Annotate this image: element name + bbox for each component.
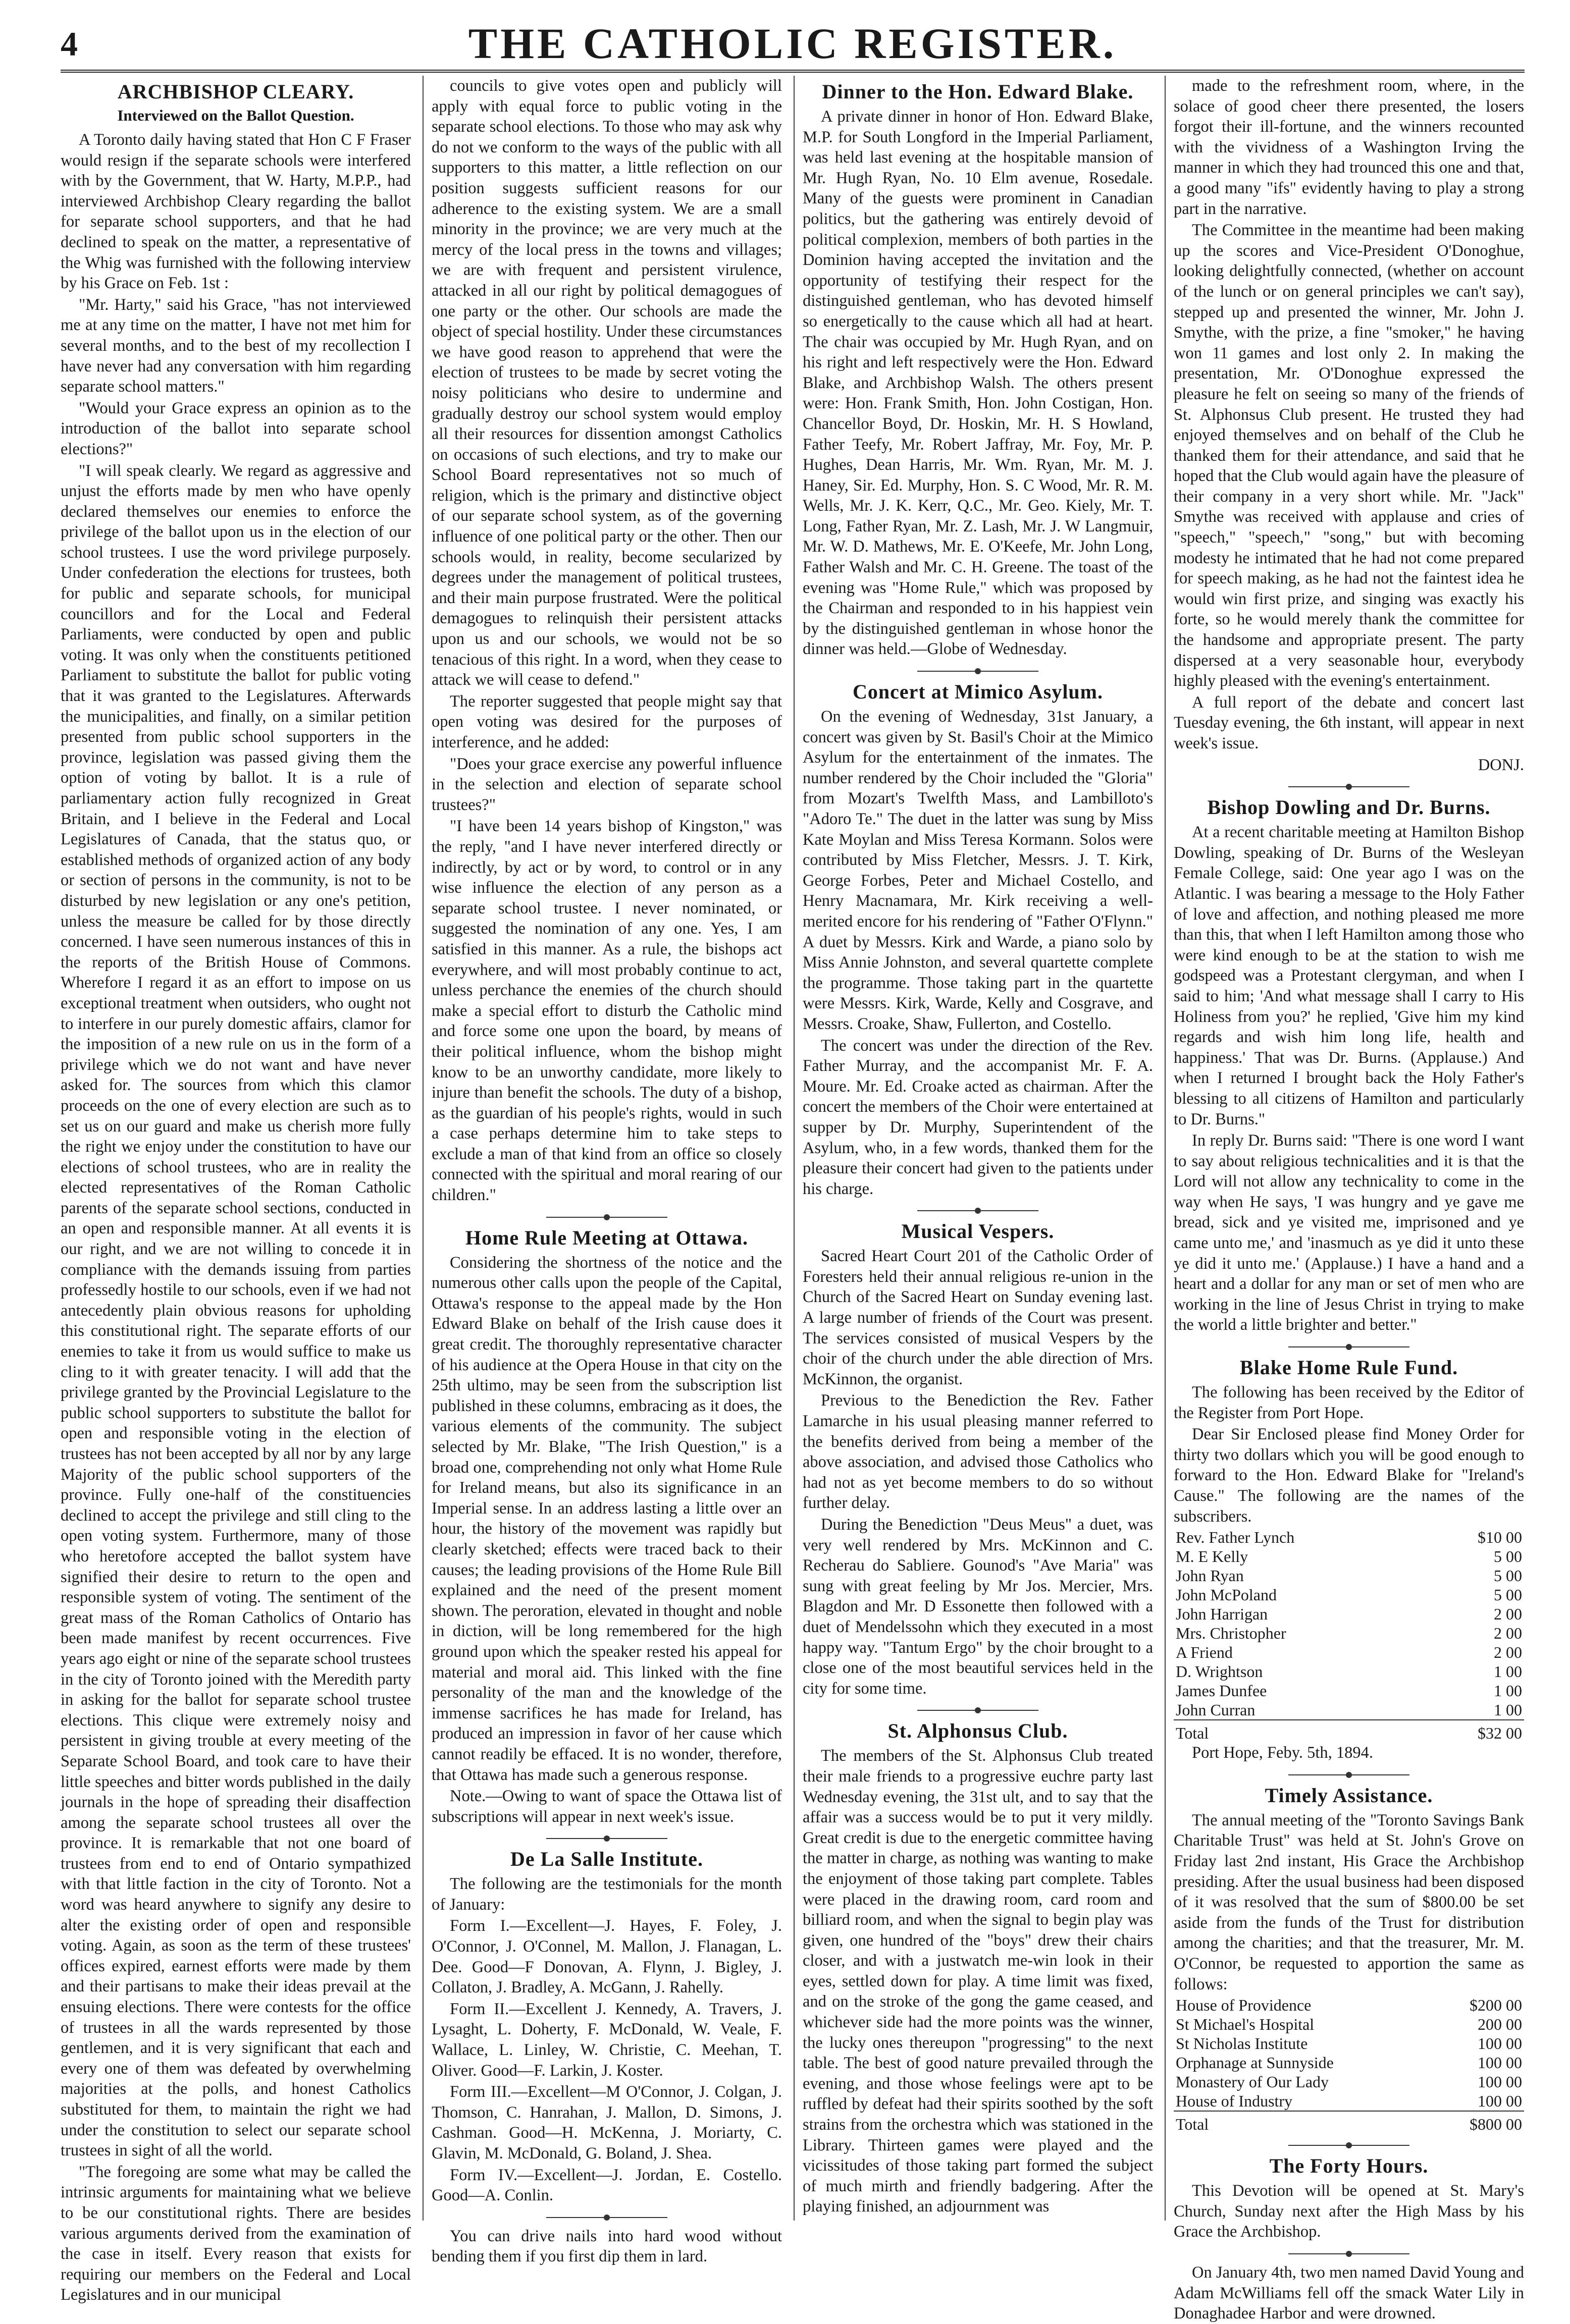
row-name: John Harrigan [1176,1605,1268,1624]
row-amount: $10 00 [1478,1528,1522,1547]
article-timely-assistance [1174,1783,1524,2134]
section-separator [1288,2145,1409,2146]
row-name: House of Providence [1176,1996,1312,2015]
table-row [1174,1700,1524,1720]
subscriber-total-row [1174,1720,1524,1743]
paragraph: Form IV.—Excellent—J. Jordan, E. Costello. Good—A. Conlin. [432,2166,782,2205]
table-row [1174,2034,1524,2053]
paragraph: A full report of the debate and concert last Tuesday evening, the 6th instant, will appear in next week's issue. [1174,693,1524,752]
section-separator [546,1217,667,1218]
article-body [432,1253,782,1827]
article-body [1174,76,1524,754]
row-name: St Nicholas Institute [1176,2034,1308,2053]
row-amount: 1 00 [1494,1662,1522,1681]
article-heading: Concert at Mimico Asylum. [852,680,1103,704]
row-amount: 5 00 [1494,1547,1522,1566]
row-name: A Friend [1176,1643,1233,1662]
subscriber-rows [1174,1528,1524,1720]
fund-intro: The following has been received by the Editor of the Register from Port Hope. [1174,1383,1524,1422]
paragraph: councils to give votes open and publicly will apply with equal force to public voting in the separate school elections. To those who may ask why do not we conform to the ways of the public with all supporters to this matter, a little reflection on our position suggests sufficient reasons for our adherence to the existing system. We are a small minority in the province; we are very much at the mercy of the local press in the towns and villages; we are with frequent and persistent virulence, attacked in all our right by political demagogues of one party or the other. Our schools are made the object of special hostility. Under these circumstances we have good reason to apprehend that were the election of trustees to be made by secret voting the noisy politicians who desire to undermine and gradually destroy our school system would employ all their resources for dissention amongst Catholics on occasions of such elections, and try to make our School Board representatives not so much of religion, which is the primary and distinctive object of our separate school system, as of the governing influence of one political party or the other. Then our schools would, in reality, become secularized by degrees under the management of political trustees, and their main purpose frustrated. Were the political demagogues to relinquish their persistent attacks upon us and our schools, we would not be so tenacious of this right. In a word, when they cease to attack we will cease to defend." [432,77,782,689]
article-body [432,1874,782,2206]
article-dinner-blake [803,80,1153,660]
row-amount: 1 00 [1494,1701,1522,1719]
article-subheading: Interviewed on the Ballot Question. [117,106,354,124]
section-separator [1288,786,1409,787]
row-amount: 5 00 [1494,1566,1522,1585]
paragraph: "Mr. Harty," said his Grace, "has not interviewed me at any time on the matter, I have not met him for several months, and to the best of my recollection I have never had any conversation with him regarding separate school matters." [61,295,411,396]
paragraph: On the evening of Wednesday, 31st January, a concert was given by St. Basil's Choir at the Mimico Asylum for the entertainment of the inmates. The number rendered by the Choir included the "Gloria" from Mozart's Twelfth Mass, and Lambilloto's "Adoro Te." The duet in the latter was sung by Miss Kate Moylan and Miss Teresa Kormann. Solos were contributed by Miss Fletcher, Messrs. J. T. Kirk, George Forbes, Peter and Michael Costello, and Henry Macnamara, Mr. Kirk receiving a well-merited encore for his rendering of "Father O'Flynn." A duet by Messrs. Kirk and Warde, a piano solo by Miss Annie Johnston, and several quartette complete the programme. Those taking part in the quartette were Messrs. Kirk, Warde, Kelly and Cosgrave, and Messrs. Croake, Shaw, Fullerton, and Costello. [803,708,1153,1033]
column-2 [432,76,782,2266]
table-row [1174,2072,1524,2091]
row-amount: 100 00 [1478,2034,1522,2053]
page-columns [61,76,1525,2323]
fund-letter: Dear Sir Enclosed please find Money Order for thirty two dollars which you will be good enough to forward to the Hon. Edward Blake for "Ireland's Cause." The following are the names of the subscribers. [1174,1425,1524,1526]
article-heading: Blake Home Rule Fund. [1239,1356,1458,1379]
paragraph: Sacred Heart Court 201 of the Catholic Order of Foresters held their annual religious re-union in the Church of the Sacred Heart on Sunday evening last. A large number of friends of the Court was present. The services consisted of musical Vespers by the choir of the church under the able direction of Mrs. McKinnon, the organist. [803,1247,1153,1388]
paragraph: In reply Dr. Burns said: "There is one word I want to say about religious technicalities and it is that the Lord will not allow any technicality to come in the way when He says, 'I was hungry and ye gave me bread, sick and ye visited me, imprisoned and ye came unto me,' and 'inasmuch as ye did it unto these ye did it unto me.' (Applause.) I have a hand and a heart and a dollar for any man or set of men who are working in the line of Jesus Christ in trying to make the world a little brighter and better." [1174,1131,1524,1334]
row-name: John Curran [1176,1701,1255,1719]
article-heading: ARCHBISHOP CLEARY. [117,80,354,103]
article-heading: De La Salle Institute. [510,1848,703,1871]
article-de-la-salle [432,1847,782,2206]
article-heading: St. Alphonsus Club. [887,1719,1068,1743]
paragraph: The members of the St. Alphonsus Club treated their male friends to a progressive euchre party last Wednesday evening, the 31st ult, and to say that the affair was a success would be to put it very mildly. Great credit is due to the energetic committee having the matter in charge, as nothing was wanting to make the enjoyment of those taking part complete. Tables were placed in the drawing room, card room and billiard room, and when the signal to begin play was given, one hundred of the "boys" drew their chairs closer, and with a justwatch me-win look in their eyes, settled down for play. A time limit was fixed, and on the stroke of the gong the game ceased, and whichever side had the more points was the winner, the lucky ones thereupon "progressing" to the next table. The best of good nature prevailed through the evening, and those whose feelings were apt to be ruffled by defeat had their spirits soothed by the soft strains from the orchestra which was stationed in the Library. Thirteen games were played and the vicissitudes of those taking part formed the subject of much mirth and friendly badgering. After the playing finished, an adjournment was [803,1747,1153,2216]
total-amount: $800 00 [1454,2111,1524,2134]
article-body [803,1746,1153,2217]
section-separator [546,1838,667,1839]
article-forty-hours [1174,2154,1524,2242]
article-body [1174,1810,1524,1994]
row-name: Monastery of Our Lady [1176,2073,1329,2091]
article-bishop-dowling [1174,795,1524,1335]
article-blake-fund [1174,1356,1524,1763]
table-row [1174,2053,1524,2072]
masthead [61,15,1525,71]
table-row [1174,1528,1524,1547]
article-musical-vespers [803,1219,1153,1699]
table-row [1174,1681,1524,1700]
row-name: Mrs. Christopher [1176,1624,1286,1643]
paragraph: "The foregoing are some what may be called the intrinsic arguments for maintaining what we believe to be our constitutional rights. There are besides various arguments derived from the examination of the case in itself. Every reason that exists for requiring our members on the Federal and Local Legislatures and in our municipal [61,2163,411,2304]
row-amount: 1 00 [1494,1682,1522,1700]
article-archbishop-cleary-continued [432,76,782,1206]
row-amount: 100 00 [1478,2073,1522,2091]
section-separator [546,2217,667,2218]
article-body [1174,2181,1524,2242]
row-amount: $200 00 [1470,1996,1522,2015]
page-number: 4 [61,25,78,63]
article-heading: Home Rule Meeting at Ottawa. [465,1226,749,1249]
article-body [432,2226,782,2267]
paragraph: "Would your Grace express an opinion as to the introduction of the ballot into separate school elections?" [61,399,411,458]
row-name: John McPoland [1176,1586,1277,1604]
paragraph: Previous to the Benediction the Rev. Father Lamarche in his usual pleasing manner referred to the benefits derived from being a member of the above association, and advised those Catholics who had not as yet become members to do so without further delay. [803,1391,1153,1512]
article-st-alphonsus-continued [1174,76,1524,775]
article-heading: Dinner to the Hon. Edward Blake. [822,80,1134,103]
paragraph: On January 4th, two men named David Young and Adam McWilliams fell off the smack Water Lily in Donaghadee Harbor and were drowned. [1174,2263,1524,2323]
table-row [1174,1604,1524,1624]
paragraph: The Committee in the meantime had been making up the scores and Vice-President O'Donoghue, looking delightfully connected, (whether on account of the lunch or on general principles we can't say), stepped up and presented the winner, Mr. John J. Smythe, with the prize, a fine "smoker," he having won 11 games and lost only 2. In making the presentation, Mr. O'Donoghue expressed the pleasure he felt on seeing so many of the friends of St. Alphonsus Club present. He trusted they had enjoyed themselves and on behalf of the Club he thanked them for their attendance, and said that he hoped that the Club would again have the pleasure of their company in a very short while. Mr. "Jack" Smythe was received with applause and cries of "speech," "speech," "song," but with becoming modesty he intimated that he had not come prepared for speech making, as he had not the faintest idea he would win first prize, and singing was exactly his forte, so he would merely thank the committee for the handsome and appropriate present. The party dispersed at a very seasonable hour, everybody highly pleased with the evening's entertainment. [1174,221,1524,690]
row-name: Orphanage at Sunnyside [1176,2053,1334,2072]
table-row [1174,1662,1524,1681]
paragraph: This Devotion will be opened at St. Mary's Church, Sunday next after the High Mass by his Grace the Archbishop. [1174,2182,1524,2241]
allocation-table [1174,1995,1524,2134]
article-archbishop-cleary [61,80,411,2305]
table-row [1174,1585,1524,1604]
paragraph: "Does your grace exercise any powerful influence in the selection and election of separate school trustees?" [432,754,782,814]
table-row [1174,2091,1524,2111]
paragraph: The reporter suggested that people might say that open voting was desired for the purposes of interference, and he added: [432,692,782,751]
column-divider [1165,76,1166,2221]
article-heading: Timely Assistance. [1265,1783,1433,1807]
row-name: Rev. Father Lynch [1176,1528,1295,1547]
subscriber-table [1174,1528,1524,1743]
paragraph: Note.—Owing to want of space the Ottawa list of subscriptions will appear in next week's issue. [432,1787,782,1826]
article-mimico-concert [803,680,1153,1199]
masthead-rule [61,70,1525,73]
paragraph: Considering the shortness of the notice and the numerous other calls upon the people of the Capital, Ottawa's response to the appeal made by the Hon Edward Blake on behalf of the Irish cause does it great credit. The thoroughly representative character of his audience at the Opera House in that city on the 25th ultimo, may be seen from the subscription list published in these columns, embracing as it does, the various elements of the community. The subject selected by Mr. Blake, "The Irish Question," is a broad one, comprehending not only what Home Rule for Ireland means, but also its significance in an Imperial sense. In an address lasting a little over an hour, the history of the movement was rapidly but clearly sketched; effects were traced back to their causes; the leading provisions of the Home Rule Bill explained and the need of the present moment shown. The peroration, elevated in thought and noble in diction, will be long remembered for the high ground upon which the speaker rested his appeal for material and moral aid. This linked with the fine personality of the man and the knowledge of the immense sacrifices he has made for Ireland, has produced an impression in favor of her cause which cannot readily be effaced. It is no wonder, therefore, that Ottawa has made such a generous response. [432,1253,782,1784]
article-body [803,707,1153,1199]
article-body [803,1246,1153,1699]
paragraph: The following are the testimonials for the month of January: [432,1875,782,1914]
paragraph: During the Benediction "Deus Meus" a duet, was very well rendered by Mrs. McKinnon and C. Recherau do Sabliere. Gounod's "Ave Maria" was sung with great feeling by Mr Jos. Mercier, Mrs. Blagdon and Mr. D Essonette then followed with a duet of Mendelssohn which they executed in a most happy way. "Tantum Ergo" by the choir brought to a close one of the most beautiful services held in the city for some time. [803,1516,1153,1698]
section-separator [917,1710,1038,1711]
fund-dateline: Port Hope, Feby. 5th, 1894. [1192,1744,1373,1762]
table-row [1174,1995,1524,2015]
table-row [1174,1643,1524,1662]
row-amount: 2 00 [1494,1605,1522,1624]
row-amount: 100 00 [1478,2092,1522,2111]
total-label: Total [1174,2111,1454,2134]
table-row [1174,1566,1524,1585]
column-divider [794,76,795,2221]
table-row [1174,2015,1524,2034]
row-name: House of Industry [1176,2092,1293,2111]
paragraph: Form III.—Excellent—M O'Connor, J. Colgan, J. Thomson, C. Hanrahan, J. Mallon, D. Simons, J. Cashman. Good—H. McKenna, J. Moriarty, C. Glavin, M. McDonald, G. Boland, J. Shea. [432,2083,782,2163]
paragraph: A Toronto daily having stated that Hon C F Fraser would resign if the separate schools were interfered with by the Government, that W. Harty, M.P.P., had interviewed Archbishop Cleary regarding the ballot for separate school supporters, and that he had declined to speak on the matter, a representative of the Whig was furnished with the following interview by his Grace on Feb. 1st : [61,131,411,293]
total-label: Total [1174,1720,1454,1743]
section-separator [1288,2253,1409,2254]
column-divider [423,76,424,2221]
article-heading: Bishop Dowling and Dr. Burns. [1207,796,1491,819]
article-body [803,106,1153,660]
section-separator [1288,1774,1409,1775]
row-amount: 2 00 [1494,1624,1522,1643]
table-row [1174,1624,1524,1643]
article-body [61,130,411,2305]
row-name: St Michael's Hospital [1176,2015,1315,2034]
paragraph: Form I.—Excellent—J. Hayes, F. Foley, J. O'Connor, J. O'Connel, M. Mallon, J. Flanagan, L. Dee. Good—F Donovan, A. Flynn, J. Bigley, J. Collaton, J. Bradley, A. McGann, J. Rahelly. [432,1917,782,1997]
newspaper-title: THE CATHOLIC REGISTER. [468,19,1117,68]
paragraph: "I have been 14 years bishop of Kingston," was the reply, "and I have never interfered directly or indirectly, by act or by word, to control or in any wise influence the election of any person as a separate school trustee. I never nominated, or suggested the nomination of any one. Yes, I am satisfied in this manner. As a rule, the bishops act everywhere, and will most probably continue to act, unless perchance the enemies of the church should make a special effort to disturb the Catholic mind and force some one upon the board, by means of their political influence, whom the bishop might know to be an unworthy candidate, more likely to injure than benefit the schools. The duty of a bishop, as the guardian of his people's rights, would in such a case perhaps determine him to take steps to exclude a man of that kind from an office so closely connected with the spiritual and moral rearing of our children." [432,817,782,1205]
total-amount: $32 00 [1454,1720,1524,1743]
paragraph: Form II.—Excellent J. Kennedy, A. Travers, J. Lysaght, L. Doherty, F. McDonald, W. Veale, F. Wallace, L. Linley, W. Christie, C. Meehan, T. Oliver. Good—F. Larkin, J. Koster. [432,1999,782,2080]
section-separator [917,671,1038,672]
section-separator [1288,1346,1409,1347]
row-name: D. Wrightson [1176,1662,1263,1681]
article-body [1174,822,1524,1335]
column-4 [1174,76,1524,2323]
signature: DONJ. [1478,755,1524,774]
paragraph: You can drive nails into hard wood without bending them if you first dip them in lard. [432,2227,782,2266]
row-amount: 2 00 [1494,1643,1522,1662]
allocation-total-row [1174,2111,1524,2134]
paragraph: The annual meeting of the "Toronto Savings Bank Charitable Trust" was held at St. John's Grove on Friday last 2nd instant, His Grace the Archbishop presiding. After the usual business had been disposed of it was resolved that the sum of $800.00 be set aside from the funds of the Trust for distribution among the charities; and that the treasurer, Mr. M. O'Connor, be requested to apportion the same as follows: [1174,1811,1524,1993]
article-body [432,76,782,1206]
column-1 [61,76,411,2304]
article-home-rule-ottawa [432,1226,782,1827]
article-nails-tip [432,2226,782,2267]
paragraph: A private dinner in honor of Hon. Edward Blake, M.P. for South Longford in the Imperial Parliament, was held last evening at the hospitable mansion of Mr. Hugh Ryan, No. 10 Elm avenue, Rosedale. Many of the guests were prominent in Canadian politics, but the gathering was entirely devoid of political complexion, members of both parties in the Dominion having accepted the invitation and the opportunity of testifying their respect for the distinguished gentleman, who has devoted himself so energetically to the cause which all had at heart. The chair was occupied by Mr. Hugh Ryan, and on his right and left respectively were the Hon. Edward Blake, and Archbishop Walsh. The others present were: Hon. Frank Smith, Hon. John Costigan, Hon. Chancellor Boyd, Dr. Hoskin, Mr. H. S Howland, Father Teefy, Mr. Robert Jaffray, Mr. Foy, Mr. P. Hughes, Dean Harris, Mr. Wm. Ryan, Mr. M. J. Haney, Sir. Ed. Murphy, Hon. S. C Wood, Mr. R. M. Wells, Mr. J. K. Kerr, Q.C., Mr. Geo. Kiely, Mr. T. Long, Father Ryan, Mr. Z. Lash, Mr. J. W Langmuir, Mr. W. D. Mathews, Mr. E. O'Keefe, Mr. John Long, Father Walsh and Mr. C. H. Greene. The toast of the evening was "Home Rule," which was proposed by the Chairman and responded to in his happiest vein by the distinguished gentleman in whose honor the dinner was held.—Globe of Wednesday. [803,107,1153,659]
article-drowning [1174,2262,1524,2324]
article-st-alphonsus [803,1719,1153,2217]
row-name: James Dunfee [1176,1682,1267,1700]
row-amount: 5 00 [1494,1586,1522,1604]
row-name: M. E Kelly [1176,1547,1248,1566]
paragraph: The concert was under the direction of the Rev. Father Murray, and the accompanist Mr. F. A. Moure. Mr. Ed. Croake acted as chairman. After the concert the members of the Choir were entertained at supper by Dr. Murphy, Superintendent of the Asylum, who, in a few words, thanked them for the pleasure their concert had given to the patients under his charge. [803,1036,1153,1198]
article-body [1174,2262,1524,2324]
row-name: John Ryan [1176,1566,1244,1585]
table-row [1174,1547,1524,1566]
allocation-rows [1174,1995,1524,2111]
row-amount: 100 00 [1478,2053,1522,2072]
section-separator [917,1210,1038,1211]
column-3 [803,76,1153,2221]
paragraph: "I will speak clearly. We regard as aggressive and unjust the efforts made by men who have openly declared themselves our enemies to enforce the privilege of the ballot upon us in the election of our school trustees. I use the word privilege purposely. Under confederation the elections for trustees, both for public and separate schools, for municipal councillors and for the Local and Federal Parliaments, were conducted by open and public voting. It was only when the constituents petitioned Parliament to substitute the ballot for public voting that it was granted to the Legislatures. Afterwards the municipalities, and finally, on a similar petition presented from public school supporters in the province, legislation was passed giving them the option of voting by ballot. It is a rule of parliamentary action fully recognized in Great Britain, and I believe in the Federal and Local Legislatures of Canada, that the status quo, or established methods of organized action of any body or section of persons in the community, is not to be disturbed by new legislation or any one's petition, unless the measure be called for by those directly concerned. I have seen numerous instances of this in the reports of the British House of Commons. Wherefore I regard it as an effort to impose on us exceptional treatment when outsiders, who ought not to interfere in our purely domestic affairs, clamor for the imposition of a new rule on us in the form of a privilege which we do not want and have never asked for. The sources from which this clamor proceeds on the one of every election are such as to set us on our guard and make us cherish more fully the right we enjoy under the constitution to have our elections of school trustees, who are in reality the elected representatives of the Roman Catholic parents of the separate school sections, conducted in an open and responsible manner. At all events it is our right, and we are not willing to concede it in compliance with the demands issuing from parties professedly hostile to our schools, even if we had not antecedently plain obvious reasons for upholding this constitutional right. The separate efforts of our enemies to take it from us would suffice to make us cling to it with greater tenacity. I will add that the privilege granted by the Provincial Legislature to the public school supporters to substitute the ballot for open and responsible voting in the election of trustees has not been accepted by all nor by any large Majority of the public school supporters of the province. Fully one-half of the constituencies declined to accept the privilege and still cling to the open voting system. Furthermore, many of those who heretofore accepted the ballot system have signified their desire to return to the open and responsible system of voting. The sentiment of the great mass of the Roman Catholics of Ontario has been made manifest by recent occurrences. Five years ago eight or nine of the separate school trustees in the city of Toronto joined with the Meredith party in asking for the ballot for separate school trustee elections. This clique were extremely noisy and persistent in giving trouble at every meeting of the Separate School Board, and took care to have their little speeches and bitter words published in the daily journals in the hope of spreading their disaffection among the separate school trustees all over the province. It is remarkable that not one board of trustees from end to end of Ontario sympathized with that little faction in the city of Toronto. Not a word was heard anywhere to signify any desire to alter the existing order of open and responsible voting. Again, as soon as the term of these trustees' offices expired, earnest efforts were made by them and their partisans to make their ideas prevail at the ensuing elections. There were contests for the office of trustees in all the wards represented by those gentlemen, and it is very significant that each and every one of them was defeated by overwhelming majorities at the polls, and honest Catholics substituted for them, to maintain the right we had under the constitution to select our separate school trustees in sight of all the world. [61,461,411,2160]
article-heading: Musical Vespers. [901,1220,1055,1243]
paragraph: At a recent charitable meeting at Hamilton Bishop Dowling, speaking of Dr. Burns of the Wesleyan Female College, said: One year ago I was on the Atlantic. I was bearing a message to the Holy Father of love and affection, and nothing pleased me more than this, that when I left Hamilton among those who were kind enough to be at the station to wish me godspeed was a Protestant clergyman, and when I said to him; 'And what message shall I carry to His Holiness from you?' he replied, 'Give him my kind regards and wish him long life, health and happiness.' That was Dr. Burns. (Applause.) And when I returned I brought back the Holy Father's blessing to all citizens of Hamilton and particularly to Dr. Burns." [1174,823,1524,1128]
row-amount: 200 00 [1478,2015,1522,2034]
article-heading: The Forty Hours. [1269,2154,1429,2178]
paragraph: made to the refreshment room, where, in the solace of good cheer there presented, the losers forgot their ill-fortune, and the winners recounted with the vividness of a Washington Irving the manner in which they had trounced this one and that, a good many "ifs" evidently having to play a strong part in the narrative. [1174,77,1524,218]
